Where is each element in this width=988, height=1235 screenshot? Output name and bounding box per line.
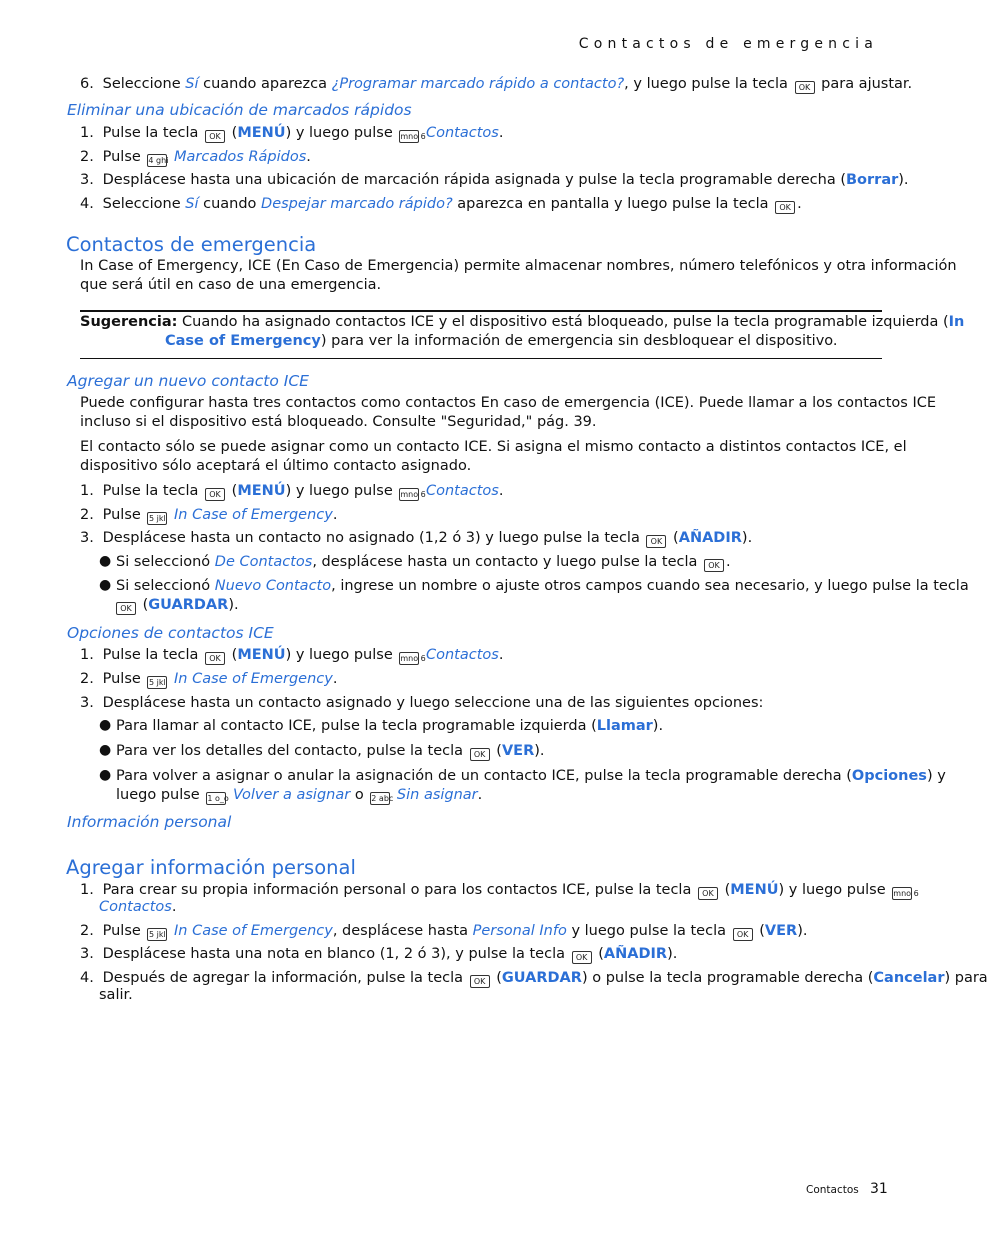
ok-key-icon: OK <box>698 887 718 900</box>
tip-bottom-rule <box>80 358 882 359</box>
heading-contactos-emergencia: Contactos de emergencia <box>66 233 317 256</box>
subheading-informacion-personal: Información personal <box>67 813 232 831</box>
key-1-icon: 1 o_o <box>207 794 229 803</box>
add-p1-line-1: Puede configurar hasta tres contactos como contactos En caso de emergencia (ICE). Puede llamar a los contactos ICE <box>80 395 937 411</box>
step-6: 6. Seleccione Sí cuando aparezca ¿Programar marcado rápido a contacto?, y luego pulse la tecla OK para ajustar. <box>80 76 913 92</box>
add-bullet-1: Si seleccionó De Contactos, desplácese hasta un contacto y luego pulse la tecla OK . <box>116 554 731 570</box>
add-step-1: 1. Pulse la tecla OK (MENÚ) y luego pulse mno 6 Contactos. <box>80 483 504 499</box>
bullet-icon: ● <box>99 717 112 733</box>
opt-step-3: 3. Desplácese hasta un contacto asignado y luego seleccione una de las siguientes opciones: <box>80 695 764 711</box>
page-number: 31 <box>870 1181 888 1197</box>
key-5-icon: 5 jkl <box>149 514 166 523</box>
api-step-1-cont: Contactos. <box>99 899 177 915</box>
ok-key-icon: OK <box>646 535 666 548</box>
tip-line-1: Sugerencia: Cuando ha asignado contactos ICE y el dispositivo está bloqueado, pulse la tecla programable izquierda (In <box>80 314 965 330</box>
ok-key-icon: OK <box>470 975 490 988</box>
ok-key-icon: OK <box>116 602 136 615</box>
ok-key-icon: OK <box>470 748 490 761</box>
key-6-icon: mno 6 <box>400 132 426 141</box>
key-4-icon: 4 ghi <box>148 156 169 165</box>
subheading-eliminar: Eliminar una ubicación de marcados rápidos <box>67 101 412 119</box>
ok-key-icon: OK <box>205 488 225 501</box>
bullet-icon: ● <box>99 742 112 758</box>
tip-top-rule <box>80 310 882 312</box>
add-p2-line-1: El contacto sólo se puede asignar como un contacto ICE. Si asigna el mismo contacto a distintos contactos ICE, el <box>80 439 907 455</box>
ok-key-icon: OK <box>775 201 795 214</box>
elim-step-3: 3. Desplácese hasta una ubicación de marcación rápida asignada y pulse la tecla programable derecha (Borrar). <box>80 172 909 188</box>
opt-step-1: 1. Pulse la tecla OK (MENÚ) y luego pulse mno 6 Contactos. <box>80 647 504 663</box>
elim-step-4: 4. Seleccione Sí cuando Despejar marcado rápido? aparezca en pantalla y luego pulse la tecla OK . <box>80 196 802 212</box>
key-6-icon: mno 6 <box>400 654 426 663</box>
opt-bullet-2: Para ver los detalles del contacto, pulse la tecla OK (VER). <box>116 743 545 759</box>
add-p2-line-2: dispositivo sólo aceptará el último contacto asignado. <box>80 458 472 474</box>
opt-bullet-3-cont: luego pulse 1 o_o Volver a asignar o 2 abc Sin asignar. <box>116 787 483 803</box>
heading-agregar-informacion: Agregar información personal <box>66 856 356 879</box>
key-6-icon: mno 6 <box>400 490 426 499</box>
api-step-1: 1. Para crear su propia información personal o para los contactos ICE, pulse la tecla OK (MENÚ) y luego pulse mno 6 <box>80 882 919 898</box>
subheading-opciones: Opciones de contactos ICE <box>67 624 274 642</box>
add-step-2: 2. Pulse 5 jkl In Case of Emergency. <box>80 507 338 523</box>
key-2-icon: 2 abc <box>371 794 394 803</box>
ok-key-icon: OK <box>733 928 753 941</box>
elim-step-1: 1. Pulse la tecla OK (MENÚ) y luego pulse mno 6 Contactos. <box>80 125 504 141</box>
api-step-2: 2. Pulse 5 jkl In Case of Emergency, desplácese hasta Personal Info y luego pulse la tecla OK (VER). <box>80 923 808 939</box>
add-bullet-2-cont: OK (GUARDAR). <box>116 596 239 615</box>
subheading-agregar-contacto: Agregar un nuevo contacto ICE <box>67 372 309 390</box>
add-p1-line-2: incluso si el dispositivo está bloqueado. Consulte "Seguridad," pág. 39. <box>80 414 597 430</box>
api-step-4: 4. Después de agregar la información, pulse la tecla OK (GUARDAR) o pulse la tecla programable derecha (Cancelar) para <box>80 970 988 986</box>
opt-bullet-1: Para llamar al contacto ICE, pulse la tecla programable izquierda (Llamar). <box>116 718 664 734</box>
add-bullet-2: Si seleccionó Nuevo Contacto, ingrese un nombre o ajuste otros campos cuando sea necesario, y luego pulse la tecla <box>116 578 969 594</box>
ok-key-icon: OK <box>704 559 724 572</box>
ok-key-icon: OK <box>572 951 592 964</box>
key-5-icon: 5 jkl <box>149 678 166 687</box>
elim-step-2: 2. Pulse 4 ghi Marcados Rápidos. <box>80 149 311 165</box>
api-step-3: 3. Desplácese hasta una nota en blanco (1, 2 ó 3), y pulse la tecla OK (AÑADIR). <box>80 946 678 962</box>
add-step-3: 3. Desplácese hasta un contacto no asignado (1,2 ó 3) y luego pulse la tecla OK (AÑADIR). <box>80 530 753 546</box>
ok-key-icon: OK <box>205 130 225 143</box>
ok-key-icon: OK <box>205 652 225 665</box>
tip-line-2: Case of Emergency) para ver la información de emergencia sin desbloquear el dispositivo. <box>165 333 838 349</box>
running-header: Contactos de emergencia <box>578 36 878 52</box>
tip-label: Sugerencia: <box>80 314 178 330</box>
api-step-4-cont: salir. <box>99 987 133 1003</box>
bullet-icon: ● <box>99 553 112 569</box>
opt-bullet-3: Para volver a asignar o anular la asignación de un contacto ICE, pulse la tecla programable derecha (Opciones) y <box>116 768 946 784</box>
ce-intro-line-2: que será útil en caso de una emergencia. <box>80 277 382 293</box>
key-5-icon: 5 jkl <box>149 930 166 939</box>
key-6-icon: mno 6 <box>893 889 919 898</box>
bullet-icon: ● <box>99 577 112 593</box>
footer-section-label: Contactos <box>806 1184 859 1196</box>
ok-key-icon: OK <box>795 81 815 94</box>
ce-intro-line-1: In Case of Emergency, ICE (En Caso de Emergencia) permite almacenar nombres, número telefónicos y otra información <box>80 258 957 274</box>
opt-step-2: 2. Pulse 5 jkl In Case of Emergency. <box>80 671 338 687</box>
bullet-icon: ● <box>99 767 112 783</box>
